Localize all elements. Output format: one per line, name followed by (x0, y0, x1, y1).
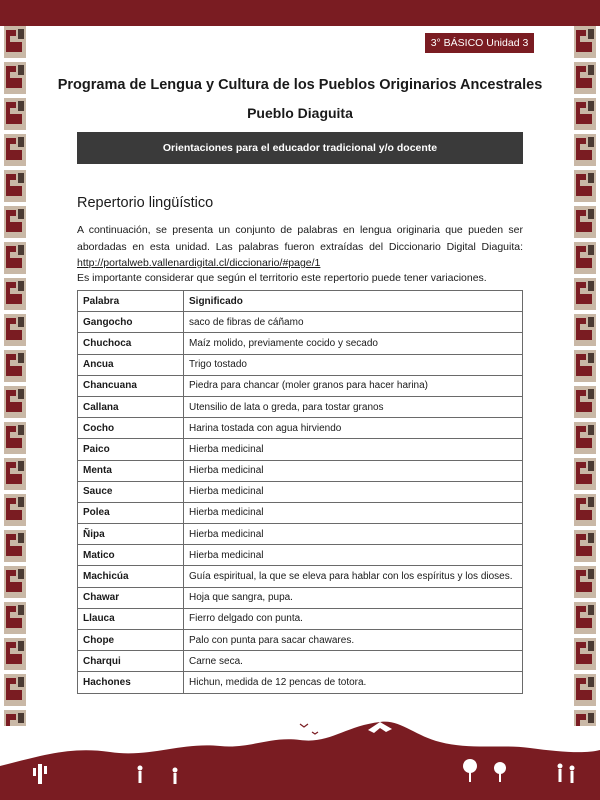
meaning-cell: Hierba medicinal (184, 460, 523, 481)
table-row (78, 587, 523, 608)
border-motif (574, 170, 596, 202)
grade-unit-badge: 3° BÁSICO Unidad 3 (425, 33, 534, 53)
column-header-word: Palabra (78, 291, 184, 312)
table-row (78, 502, 523, 523)
top-bar (0, 0, 600, 26)
word-cell: Hachones (78, 672, 184, 693)
border-motif (574, 566, 596, 598)
table-row (78, 524, 523, 545)
table-row (78, 312, 523, 333)
border-motif (4, 386, 26, 418)
table-row (78, 630, 523, 651)
border-motif (4, 674, 26, 706)
word-cell: Cocho (78, 418, 184, 439)
vocabulary-table (77, 290, 523, 694)
column-header-meaning: Significado (184, 291, 523, 312)
word-cell: Chawar (78, 587, 184, 608)
people-title: Pueblo Diaguita (247, 105, 353, 121)
table-row (78, 481, 523, 502)
left-decorative-border (4, 26, 26, 726)
border-motif (574, 674, 596, 706)
meaning-cell: Harina tostada con agua hirviendo (184, 418, 523, 439)
variation-note: Es importante considerar que según el territorio este repertorio puede tener variaciones. (77, 272, 487, 284)
table-body (78, 312, 523, 693)
border-motif (4, 602, 26, 634)
border-motif (4, 566, 26, 598)
table-row (78, 460, 523, 481)
word-cell: Sauce (78, 481, 184, 502)
word-cell: Chope (78, 630, 184, 651)
word-cell: Chancuana (78, 375, 184, 396)
border-motif (574, 422, 596, 454)
right-pattern-svg (574, 26, 596, 726)
border-motif (4, 278, 26, 310)
word-cell: Menta (78, 460, 184, 481)
table-header-row (78, 291, 523, 312)
word-cell: Ñipa (78, 524, 184, 545)
border-motif (574, 278, 596, 310)
word-cell: Ancua (78, 354, 184, 375)
meaning-cell: Hierba medicinal (184, 545, 523, 566)
footer-landscape-illustration (0, 706, 600, 800)
border-motif (4, 422, 26, 454)
word-cell: Paico (78, 439, 184, 460)
border-motif (4, 206, 26, 238)
border-motif (574, 530, 596, 562)
border-motif (574, 242, 596, 274)
section-heading: Repertorio lingüístico (77, 195, 214, 211)
meaning-cell: Hoja que sangra, pupa. (184, 587, 523, 608)
guidance-banner: Orientaciones para el educador tradicional y/o docente (77, 132, 523, 164)
intro-paragraph (77, 222, 523, 272)
word-cell: Gangocho (78, 312, 184, 333)
border-motif (4, 170, 26, 202)
table-row (78, 333, 523, 354)
word-cell: Polea (78, 502, 184, 523)
meaning-cell: saco de fibras de cáñamo (184, 312, 523, 333)
word-cell: Llauca (78, 608, 184, 629)
table-row (78, 545, 523, 566)
border-motif (574, 602, 596, 634)
border-motif (4, 638, 26, 670)
border-motif (4, 26, 26, 58)
word-cell: Charqui (78, 651, 184, 672)
left-pattern-svg (4, 26, 26, 726)
table-row (78, 566, 523, 587)
birds-icon (300, 724, 318, 734)
right-decorative-border (574, 26, 596, 726)
meaning-cell: Utensilio de lata o greda, para tostar granos (184, 396, 523, 417)
meaning-cell: Hierba medicinal (184, 502, 523, 523)
meaning-cell: Trigo tostado (184, 354, 523, 375)
table-row (78, 651, 523, 672)
meaning-cell: Hierba medicinal (184, 481, 523, 502)
border-motif (574, 206, 596, 238)
border-motif (4, 350, 26, 382)
dictionary-link[interactable]: http://portalweb.vallenardigital.cl/diccionario/#page/1 (77, 257, 321, 269)
border-motif (574, 350, 596, 382)
border-motif (4, 494, 26, 526)
border-motif (574, 458, 596, 490)
word-cell: Matico (78, 545, 184, 566)
meaning-cell: Hierba medicinal (184, 439, 523, 460)
meaning-cell: Guía espiritual, la que se eleva para hablar con los espíritus y los dioses. (184, 566, 523, 587)
word-cell: Machicúa (78, 566, 184, 587)
border-motif (574, 26, 596, 58)
meaning-cell: Maíz molido, previamente cocido y secado (184, 333, 523, 354)
meaning-cell: Hierba medicinal (184, 524, 523, 545)
border-motif (4, 134, 26, 166)
program-title: Programa de Lengua y Cultura de los Pueblos Originarios Ancestrales (57, 77, 543, 93)
border-motif (4, 314, 26, 346)
table-row (78, 418, 523, 439)
meaning-cell: Carne seca. (184, 651, 523, 672)
table-row (78, 439, 523, 460)
meaning-cell: Palo con punta para sacar chawares. (184, 630, 523, 651)
table-row (78, 375, 523, 396)
table-row (78, 396, 523, 417)
table-row (78, 608, 523, 629)
meaning-cell: Fierro delgado con punta. (184, 608, 523, 629)
meaning-cell: Piedra para chancar (moler granos para hacer harina) (184, 375, 523, 396)
intro-text: A continuación, se presenta un conjunto de palabras en lengua originaria que pueden ser abordadas en esta unidad. Las palabras fueron extraídas del Diccionario Digital Diaguita: (77, 224, 523, 253)
word-cell: Callana (78, 396, 184, 417)
border-motif (574, 638, 596, 670)
border-motif (4, 530, 26, 562)
table-row (78, 354, 523, 375)
word-cell: Chuchoca (78, 333, 184, 354)
table-row (78, 672, 523, 693)
border-motif (574, 494, 596, 526)
border-motif (574, 386, 596, 418)
border-motif (574, 314, 596, 346)
border-motif (4, 242, 26, 274)
border-motif (574, 134, 596, 166)
border-motif (4, 458, 26, 490)
meaning-cell: Hichun, medida de 12 pencas de totora. (184, 672, 523, 693)
